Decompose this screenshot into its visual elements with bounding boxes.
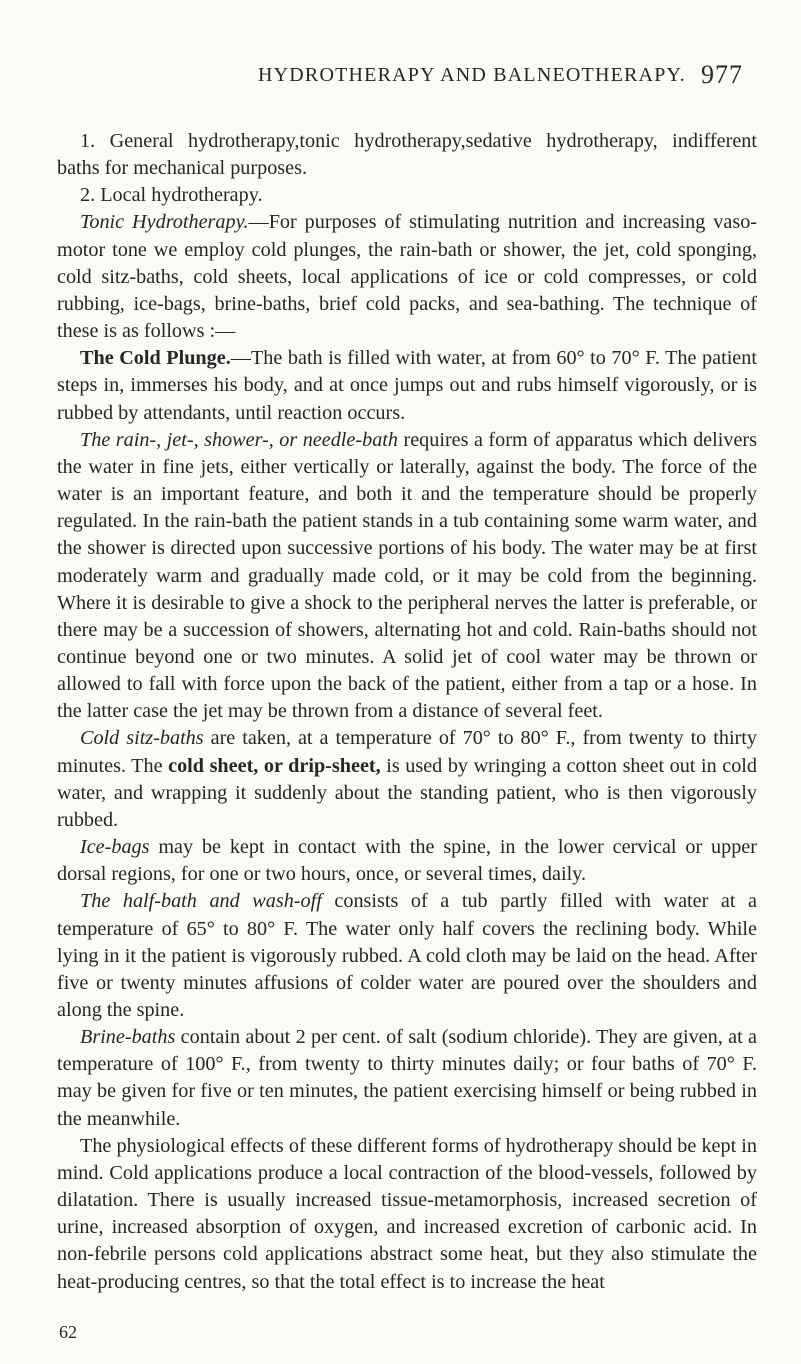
paragraph-text: 1. General hydrotherapy,tonic hydrotherapy,sedative hydrotherapy, indifferent baths for mechanical purposes. xyxy=(57,130,757,180)
section-heading: The half-bath and wash-off xyxy=(80,890,322,913)
paragraph-text: requires a form of apparatus which delivers the water in fine jets, either vertically or laterally, against the body. The force of the water is an important feature, and both it and the temperature should be properly regulated. In the rain-bath the patient stands in a tub containing some warm water, and the shower is directed upon successive portions of his body. The water may be at first moderately warm and gradually made cold, or it may be cold from the beginning. Where it is desirable to give a shock to the peripheral nerves the latter is preferable, or there may be a succession of showers, alternating hot and cold. Rain-baths should not continue beyond one or two minutes. A solid jet of cool water may be thrown or allowed to fall with force upon the back of the patient, either from a tap or a hose. In the latter case the jet may be thrown from a distance of several feet. xyxy=(57,428,757,723)
section-heading: Tonic Hydrotherapy. xyxy=(80,211,249,234)
paragraph-sitz-baths xyxy=(57,725,757,834)
page-header xyxy=(258,60,743,100)
paragraph-classification xyxy=(57,128,757,182)
section-heading: Brine-baths xyxy=(80,1026,176,1049)
paragraph-text: contain about 2 per cent. of salt (sodium chloride). They are given, at a temperature of 100° F., from twenty to thirty minutes daily; or four baths of 70° F. may be given for five or ten minutes, the patient exercising himself or being rubbed in the meanwhile. xyxy=(57,1026,757,1130)
paragraph-physiological-effects xyxy=(57,1133,757,1296)
paragraph-text: consists of a tub partly filled with water at a temperature of 65° to 80° F. The water only half covers the reclining body. While lying in it the patient is vigorously rubbed. A cold cloth may be laid on the head. After five or twenty minutes affusions of colder water are poured over the shoulders and along the spine. xyxy=(57,890,757,1021)
section-heading: The rain-, jet-, shower-, or needle-bath xyxy=(80,428,398,451)
paragraph-rain-bath xyxy=(57,427,757,726)
running-head: HYDROTHERAPY AND BALNEOTHERAPY. xyxy=(258,64,686,86)
paragraph-cold-plunge xyxy=(57,345,757,426)
paragraph-local-hydrotherapy xyxy=(57,182,757,209)
paragraph-text: —The bath is filled with water, at from 60° to 70° F. The patient steps in, immerses his body, and at once jumps out and rubs himself vigorously, or is rubbed by attendants, until reaction occurs. xyxy=(57,347,757,424)
paragraph-text: —For purposes of stimulating nutrition and increasing vaso-motor tone we employ cold plunges, the rain-bath or shower, the jet, cold sponging, cold sitz-baths, cold sheets, local applications of ice or cold compresses, or cold rubbing, ice-bags, brine-baths, brief cold packs, and sea-bathing. The technique of these is as follows :— xyxy=(57,211,758,343)
paragraph-text: The physiological effects of these different forms of hydrotherapy should be kept in mind. Cold applications produce a local contraction of the blood-vessels, followed by dilatation. There is usually increased tissue-metamorphosis, increased secretion of urine, increased absorption of oxygen, and increased excretion of carbonic acid. In non-febrile persons cold applications abstract some heat, but they also stimulate the heat-producing centres, so that the total effect is to increase the heat xyxy=(57,1134,757,1293)
paragraph-text: are taken, at a temperature of 70° to 80° F., from twenty to thirty minutes. The xyxy=(57,727,757,777)
paragraph-text: is used by wringing a cotton sheet out in cold water, and wrapping it suddenly about the standing patient, who is then vigorously rubbed. xyxy=(57,754,757,831)
body-text xyxy=(57,128,757,1296)
paragraph-text: may be kept in contact with the spine, in the lower cervical or upper dorsal regions, for one or two hours, once, or several times, daily. xyxy=(57,836,757,886)
paragraph-half-bath xyxy=(57,888,757,1024)
section-heading: Cold sitz-baths xyxy=(80,727,204,750)
paragraph-ice-bags xyxy=(57,834,757,888)
page-number: 977 xyxy=(701,60,743,89)
paragraph-tonic-hydrotherapy xyxy=(57,209,757,345)
section-heading: Ice-bags xyxy=(80,836,150,859)
signature-mark: 62 xyxy=(59,1322,77,1342)
paragraph-brine-baths xyxy=(57,1024,757,1133)
section-heading: The Cold Plunge. xyxy=(80,347,231,370)
paragraph-text: 2. Local hydrotherapy. xyxy=(80,184,263,207)
inline-term: cold sheet, or drip-sheet, xyxy=(168,754,381,777)
